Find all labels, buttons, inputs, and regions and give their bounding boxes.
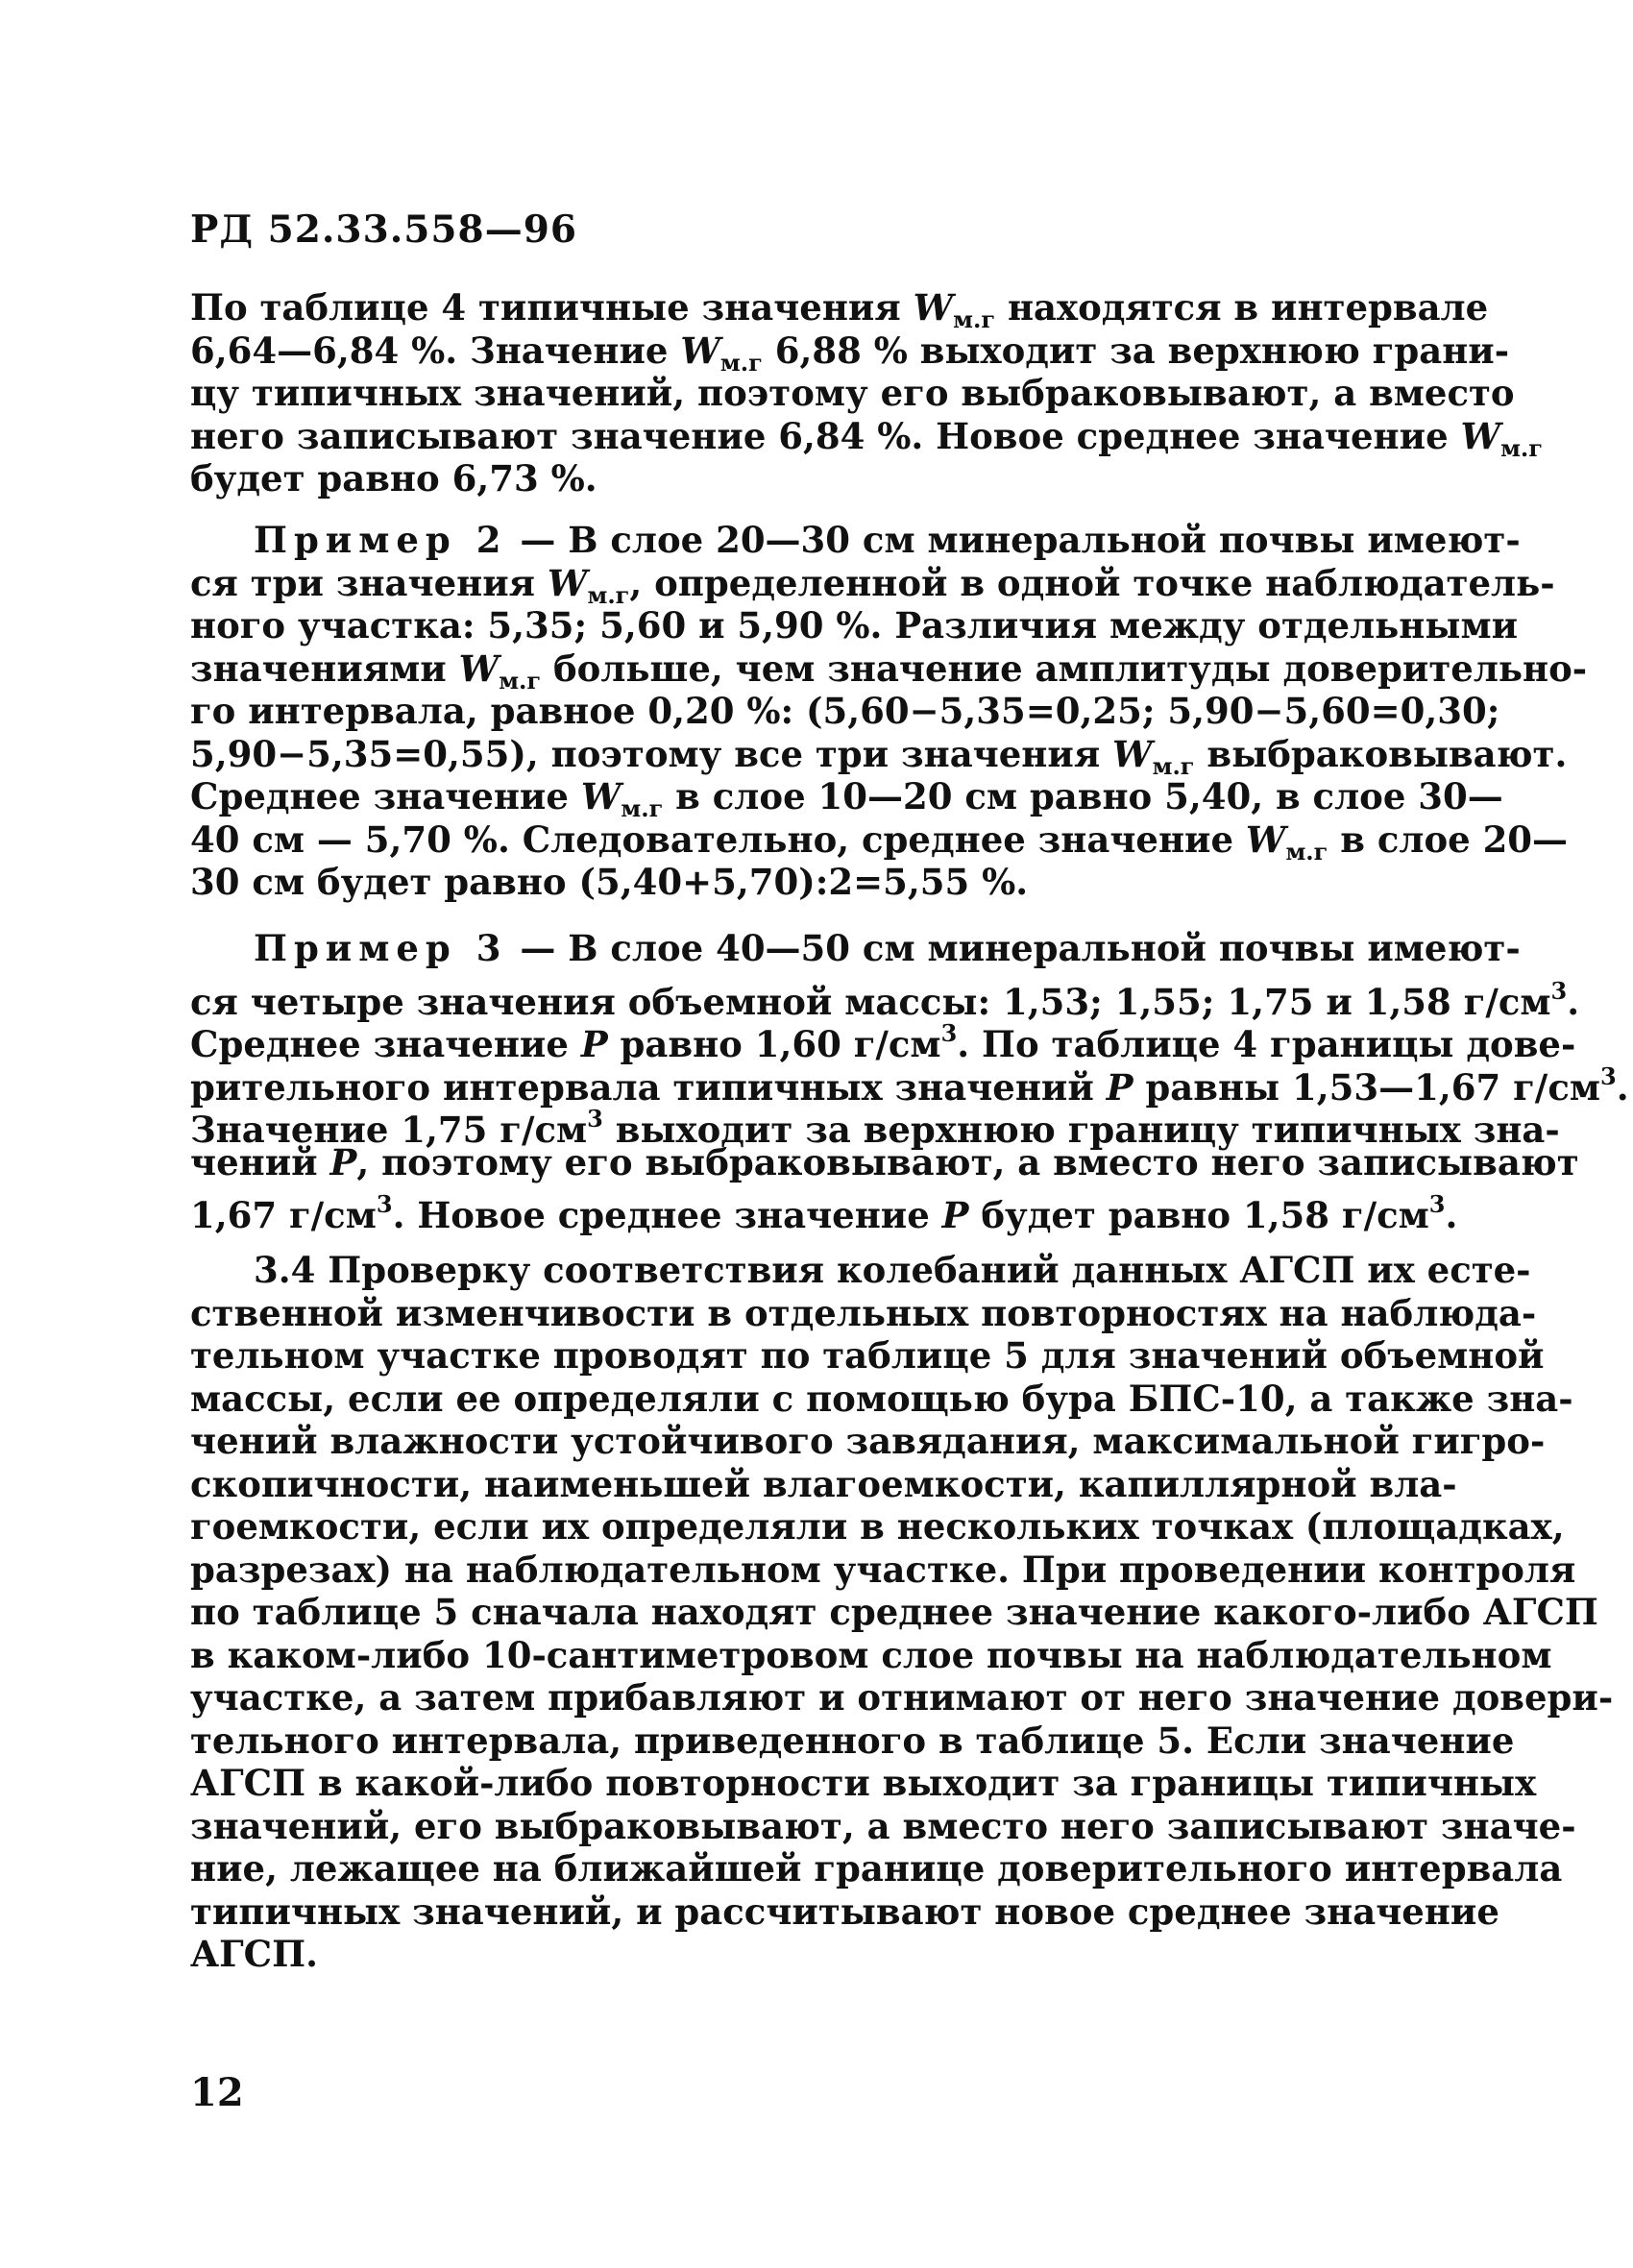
text-line: будет равно 6,73 %. bbox=[190, 457, 597, 500]
text-line: 3.4 Проверку соответствия колебаний данных АГСП их есте- bbox=[254, 1249, 1531, 1291]
text-line: тельного интервала, приведенного в таблице 5. Если значение bbox=[190, 1719, 1515, 1762]
text-line: разрезах) на наблюдательном участке. При проведении контроля bbox=[190, 1548, 1576, 1591]
text-line: 40 см — 5,70 %. Следовательно, среднее значение $W_{м.г}$ в слое 20— bbox=[190, 817, 1569, 866]
text-line: ственной изменчивости в отдельных повторностях на наблюда- bbox=[190, 1291, 1537, 1334]
page-number: 12 bbox=[190, 2070, 244, 2115]
text-line: типичных значений, и рассчитывают новое среднее значение bbox=[190, 1890, 1499, 1933]
text-line: в каком-либо 10-сантиметровом слое почвы на наблюдательном bbox=[190, 1633, 1552, 1676]
text-line: ся четыре значения объемной массы: 1,53; 1,55; 1,75 и 1,58 $г/см^3$. bbox=[190, 976, 1580, 1023]
document-code-header: РД 52.33.558—96 bbox=[190, 207, 577, 252]
section-3-4 bbox=[190, 1249, 1614, 1976]
example-label: Пример 3 bbox=[254, 927, 508, 969]
text-line: чений P, поэтому его выбраковывают, а вместо него записывают bbox=[190, 1140, 1579, 1183]
text-line: Значение 1,75 $г/см^3$ выходит за верхнюю границу типичных зна- bbox=[190, 1105, 1560, 1151]
example-label: Пример 2 bbox=[254, 519, 508, 561]
text-line: Пример 2 — В слое 20—30 см минеральной почвы имеют- bbox=[254, 519, 1521, 561]
text-line: значений, его выбраковывают, а вместо него записывают значе- bbox=[190, 1804, 1576, 1847]
text-line: тельном участке проводят по таблице 5 для значений объемной bbox=[190, 1334, 1545, 1377]
text-line: По таблице 4 типичные значения $W_{м.г}$ находятся в интервале bbox=[190, 286, 1489, 333]
text-line: скопичности, наименьшей влагоемкости, капиллярной вла- bbox=[190, 1462, 1457, 1505]
text-line: го интервала, равное 0,20 %: (5,60−5,35=0,25; 5,90−5,60=0,30; bbox=[190, 690, 1500, 732]
text-line: АГСП в какой-либо повторности выходит за границы типичных bbox=[190, 1762, 1537, 1804]
text-line: рительного интервала типичных значений P равны 1,53—1,67 $г/см^3$. bbox=[190, 1061, 1629, 1109]
text-line: ся три значения $W_{м.г}$, определенной в одной точке наблюдатель- bbox=[190, 561, 1555, 609]
text-line: 1,67 $г/см^3$. Новое среднее значение P будет равно 1,58 $г/см^3$. bbox=[190, 1190, 1458, 1236]
text-line: 30 см будет равно (5,40+5,70):2=5,55 %. bbox=[190, 861, 1029, 903]
text-line: массы, если ее определяли с помощью бура БПС-10, а также зна- bbox=[190, 1377, 1573, 1420]
text-line: цу типичных значений, поэтому его выбраковывают, а вместо bbox=[190, 372, 1515, 414]
text-line: Среднее значение P равно 1,60 $г/см^3$. По таблице 4 границы дове- bbox=[190, 1019, 1576, 1065]
text-line: Пример 3 — В слое 40—50 см минеральной почвы имеют- bbox=[254, 927, 1521, 969]
text-line: значениями $W_{м.г}$ больше, чем значение амплитуды доверительно- bbox=[190, 646, 1588, 695]
text-line: чений влажности устойчивого завядания, максимальной гигро- bbox=[190, 1420, 1546, 1462]
text-line: АГСП. bbox=[190, 1933, 318, 1975]
text-line: 5,90−5,35=0,55), поэтому все три значения $W_{м.г}$ выбраковывают. bbox=[190, 732, 1568, 780]
text-line: гоемкости, если их определяли в нескольких точках (площадках, bbox=[190, 1505, 1565, 1548]
text-line: него записывают значение 6,84 %. Новое среднее значение $W_{м.г}$ bbox=[190, 414, 1543, 462]
example-3 bbox=[190, 927, 1629, 1236]
text-line: ние, лежащее на ближайшей границе доверительного интервала bbox=[190, 1847, 1563, 1890]
example-2 bbox=[190, 519, 1588, 904]
text-line: участке, а затем прибавляют и отнимают от него значение довери- bbox=[190, 1676, 1614, 1719]
text-line: 6,64—6,84 %. Значение $W_{м.г}$ 6,88 % выходит за верхнюю грани- bbox=[190, 329, 1510, 377]
text-line: ного участка: 5,35; 5,60 и 5,90 %. Различия между отдельными bbox=[190, 604, 1519, 646]
paragraph-table4-moisture bbox=[190, 286, 1543, 500]
text-line: по таблице 5 сначала находят среднее значение какого-либо АГСП bbox=[190, 1591, 1598, 1633]
text-line: Среднее значение $W_{м.г}$ в слое 10—20 см равно 5,40, в слое 30— bbox=[190, 775, 1503, 822]
